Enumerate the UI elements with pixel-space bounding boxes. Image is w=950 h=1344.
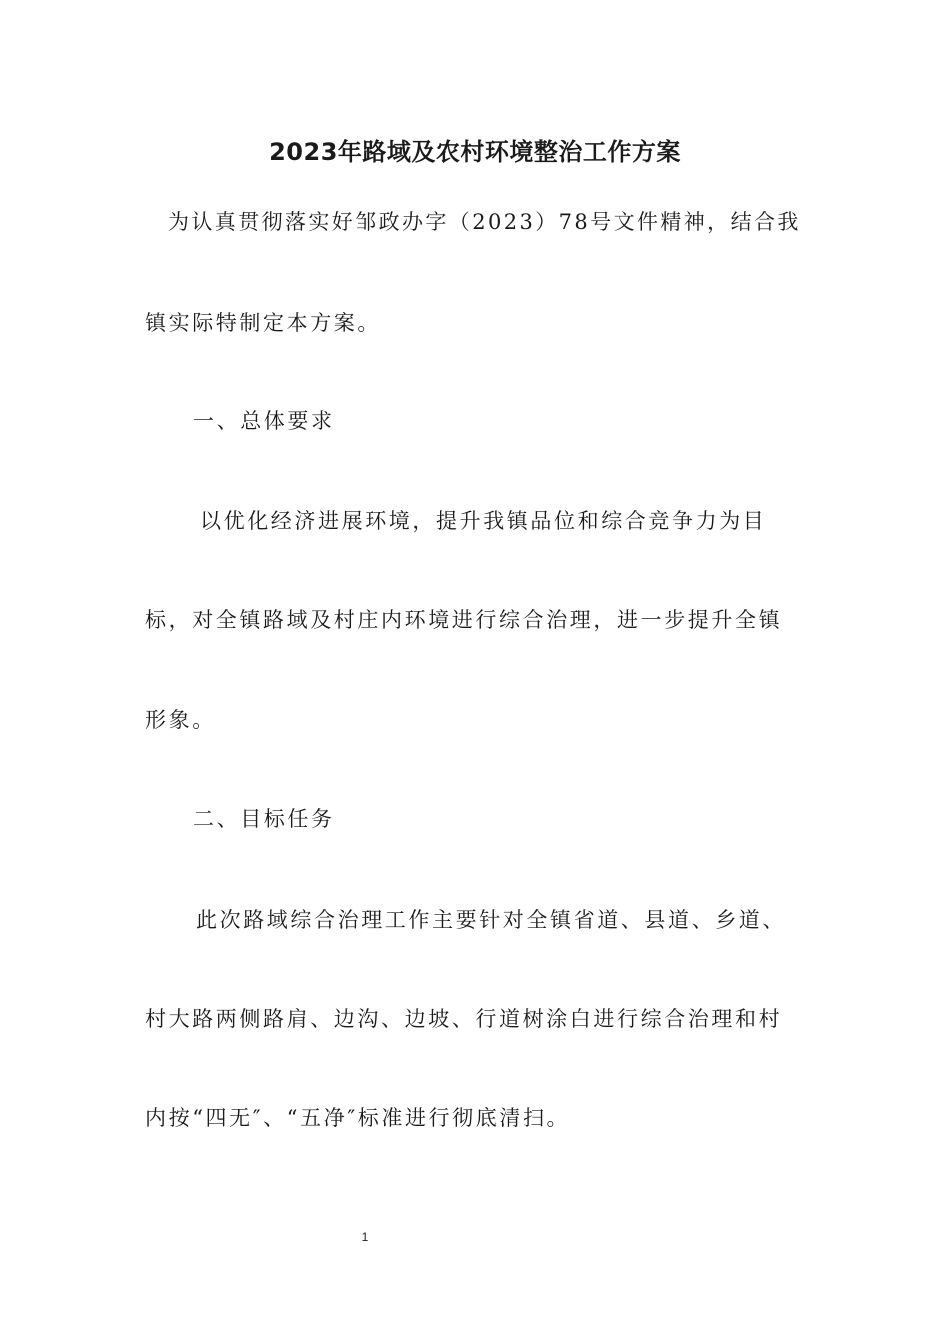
intro-line-2: 镇实际特制定本方案。 bbox=[145, 311, 381, 335]
section-heading-2: 二、目标任务 bbox=[193, 807, 335, 831]
section1-line-1: 以优化经济进展环境，提升我镇品位和综合竞争力为目 bbox=[200, 509, 767, 533]
section2-line-1: 此次路域综合治理工作主要针对全镇省道、县道、乡道、 bbox=[196, 908, 786, 932]
section1-line-2: 标，对全镇路域及村庄内环境进行综合治理，进一步提升全镇 bbox=[145, 608, 783, 632]
section2-line-3: 内按“四无″、“五净″标准进行彻底清扫。 bbox=[145, 1106, 571, 1130]
section1-line-3: 形象。 bbox=[145, 708, 216, 732]
intro-line-1: 为认真贯彻落实好邹政办字（2023）78号文件精神，结合我 bbox=[168, 210, 801, 234]
section-heading-1: 一、总体要求 bbox=[193, 409, 335, 433]
page-number: 1 bbox=[361, 1230, 369, 1244]
document-title: 2023年路域及农村环境整治工作方案 bbox=[269, 138, 681, 166]
section2-line-2: 村大路两侧路肩、边沟、边坡、行道树涂白进行综合治理和村 bbox=[145, 1007, 783, 1031]
